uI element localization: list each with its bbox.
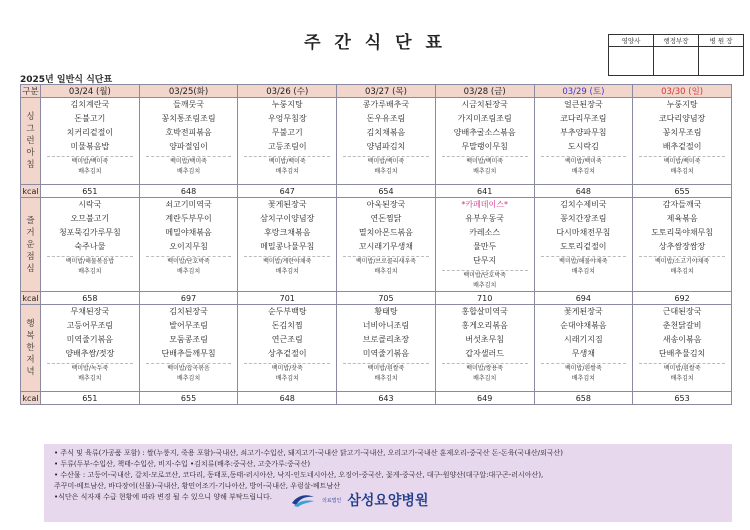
food-item: 무불고기 <box>271 128 303 137</box>
kcal-value: 651 <box>41 392 140 405</box>
side-dish: 배추김치 <box>78 268 102 275</box>
food-item: 꽁치간장조림 <box>560 214 607 223</box>
side-dish: 배추김치 <box>473 375 497 382</box>
menu-cell <box>337 305 436 392</box>
kcal-value: 658 <box>41 292 140 305</box>
kcal-value: 655 <box>139 392 238 405</box>
food-item: 양파절임이 <box>169 142 208 151</box>
menu-subtitle: 2025년 일반식 식단표 <box>20 75 113 85</box>
food-item: 새송이볶음 <box>662 335 702 344</box>
menu-cell <box>534 98 633 185</box>
food-item: 브로콜리초장 <box>362 335 410 344</box>
side-dish: 백미밥/백미죽 <box>564 158 602 165</box>
side-dish: 배추김치 <box>374 268 398 275</box>
approval-header-dietitian: 영양사 <box>609 35 654 47</box>
side-dish: 배추김치 <box>670 168 694 175</box>
food-item: 고등조림이 <box>267 142 307 151</box>
menu-cell <box>534 305 633 392</box>
kcal-value: 641 <box>435 185 534 198</box>
food-item: 꽃게된장국 <box>564 307 603 316</box>
food-item: 돈불고기 <box>74 114 106 123</box>
approval-sign-cell <box>609 47 654 76</box>
kcal-value: 655 <box>633 185 732 198</box>
menu-cell <box>435 305 534 392</box>
kcal-label: kcal <box>22 293 39 303</box>
food-item: 김치된장국 <box>169 307 208 316</box>
food-item: 너비아니조림 <box>362 321 410 330</box>
side-dish: 백미밥/단호박죽 <box>463 272 506 279</box>
side-dish: 배추김치 <box>670 375 694 382</box>
food-item: 청포묵김가루무침 <box>58 228 121 237</box>
logo-swoosh-icon <box>290 492 316 508</box>
logo-name: 삼성요양병원 <box>347 493 429 509</box>
side-dish: 백미밥/잡곡볶음 <box>167 365 210 372</box>
food-item: 김치채볶음 <box>366 128 406 137</box>
page-title: 주 간 식 단 표 <box>304 33 446 53</box>
food-item: 연근조림 <box>271 335 303 344</box>
kcal-value: 705 <box>337 292 436 305</box>
menu-cell <box>435 98 534 185</box>
side-dish: 백미밥/녹두죽 <box>71 365 109 372</box>
kcal-label: kcal <box>22 186 39 196</box>
food-item: 고등어무조림 <box>66 321 114 330</box>
side-dish: 배추김치 <box>374 375 398 382</box>
kcal-value: 648 <box>238 392 337 405</box>
meal-row <box>21 305 732 392</box>
day-header: 03/24 (월) <box>41 85 140 98</box>
food-item: 시래기지짐 <box>564 335 603 344</box>
food-item: 순두부백탕 <box>267 307 307 316</box>
food-item: 콩가루배추국 <box>362 100 410 109</box>
food-item: 유부우동국 <box>465 214 504 223</box>
approval-header-director: 병 원 장 <box>699 35 744 47</box>
food-item: 미역줄기볶음 <box>362 349 410 358</box>
meal-row <box>21 98 732 185</box>
note-line: • 두류(두부-수입산, 책태-수입산, 비지-수입 •김치류(배추:중국산, 고춧가루:중국산) <box>54 460 311 468</box>
side-dish: 배추김치 <box>571 375 595 382</box>
side-dish: 배추김치 <box>176 375 201 382</box>
side-dish: 배추김치 <box>275 268 299 275</box>
side-dish: 백미밥/계란야채죽 <box>263 258 312 265</box>
food-item: 모둠콩조림 <box>169 335 208 344</box>
kcal-value: 647 <box>238 185 337 198</box>
food-item: 꽁치통조림조림 <box>161 114 216 123</box>
food-item: 버섯초무침 <box>465 335 504 344</box>
meal-label: 싱 그 런 아 침 <box>21 98 41 185</box>
menu-cell <box>633 98 732 185</box>
food-item: 물만두 <box>473 242 497 251</box>
menu-cell <box>41 198 140 292</box>
food-item: 단무지 <box>473 256 497 265</box>
side-dish: 백미밥/소고기야채죽 <box>655 258 710 265</box>
day-header-sunday: 03/30 (일) <box>633 85 732 98</box>
side-dish: 배추김치 <box>275 375 299 382</box>
food-item: 김치수제비국 <box>560 200 607 209</box>
menu-cell <box>238 98 337 185</box>
food-item: 멸치아몬드볶음 <box>358 228 414 237</box>
food-item: 누룽지탕 <box>271 100 303 109</box>
food-item: 시락국 <box>78 200 102 209</box>
side-dish: 배추김치 <box>571 268 595 275</box>
menu-cell <box>337 98 436 185</box>
side-dish: 백미밥/브로콜리새우죽 <box>355 258 416 265</box>
kcal-value: 648 <box>139 185 238 198</box>
meal-label: 즐 거 운 점 심 <box>21 198 41 292</box>
food-item: 꽃게된장국 <box>267 200 307 209</box>
note-line: •식단은 식자재 수급 현황에 따라 변경 될 수 있으니 양해 부탁드립니다. <box>54 493 272 501</box>
side-dish: 백미밥/흰쌀죽 <box>367 365 405 372</box>
food-item: 삼치구이양념장 <box>260 214 315 223</box>
food-item: 미물볶음밥 <box>70 142 110 151</box>
side-dish: 백미밥/흰쌀죽 <box>564 365 602 372</box>
side-dish: 배추김치 <box>176 268 201 275</box>
food-item: 상추겉절이 <box>267 349 307 358</box>
day-header: 03/28 (금) <box>435 85 534 98</box>
side-dish: 백미밥/백미죽 <box>367 158 405 165</box>
side-dish: 배추김치 <box>571 168 595 175</box>
menu-cell <box>41 305 140 392</box>
food-item: 쇠고기미역국 <box>165 200 212 209</box>
hospital-logo <box>290 490 428 510</box>
food-item: 돈김치찜 <box>271 321 303 330</box>
day-header-row <box>21 85 732 98</box>
side-dish: 배추김치 <box>374 168 398 175</box>
kcal-value: 651 <box>41 185 140 198</box>
kcal-row <box>21 185 732 198</box>
origin-notes <box>44 444 732 522</box>
food-item: 메밀야채볶음 <box>165 228 212 237</box>
side-dish: 백미밥/쌍용죽 <box>466 365 504 372</box>
approval-sign-cell <box>699 47 744 76</box>
side-dish: 백미밥/해물야채죽 <box>559 258 608 265</box>
food-item: 양배추쌈/젓장 <box>65 349 115 358</box>
side-dish: 백미밥/백미죽 <box>663 158 701 165</box>
food-item: 숙주나물 <box>74 242 106 251</box>
menu-cell <box>337 198 436 292</box>
food-item: 꽁치무조림 <box>662 128 702 137</box>
food-item: 무말랭이무침 <box>461 142 508 151</box>
kcal-row <box>21 392 732 405</box>
kcal-value: 694 <box>534 292 633 305</box>
side-dish: 배추김치 <box>78 375 102 382</box>
day-header: 03/25(화) <box>139 85 238 98</box>
menu-cell <box>633 305 732 392</box>
food-item: 갑자샐러드 <box>465 349 504 358</box>
approval-box <box>608 34 744 76</box>
food-item: 단배추물김치 <box>658 349 706 358</box>
note-line: • 수산물 : 고등어-국내산, 갈치-모로코산, 코다리, 동태포,동태-러시아산, 낙지-인도네시아산, 오징어-중국산, 꽃게-중국산, 대구-원양산(대구알:대구곤-러시아산), <box>54 471 544 479</box>
food-item: 돈우유조림 <box>366 114 406 123</box>
food-item: 단배추들깨무침 <box>161 349 216 358</box>
side-dish: 백미밥/흰쌀죽 <box>663 365 701 372</box>
side-dish: 백미밥/단호박죽 <box>167 258 210 265</box>
kcal-value: 648 <box>534 185 633 198</box>
food-item: 도토리묵야채무침 <box>651 228 714 237</box>
food-item: 무채된장국 <box>70 307 110 316</box>
food-item: 홍게오리볶음 <box>461 321 508 330</box>
kcal-value: 653 <box>633 392 732 405</box>
kcal-value: 692 <box>633 292 732 305</box>
food-item: 연돈찜닭 <box>370 214 402 223</box>
side-dish: 백미밥/잣죽 <box>271 365 303 372</box>
food-item: 메밀콩나물무침 <box>260 242 315 251</box>
kcal-value: 697 <box>139 292 238 305</box>
menu-cell <box>435 198 534 292</box>
corner-header: 구분 <box>21 85 41 98</box>
food-item: 코다리무조림 <box>560 114 607 123</box>
food-item: 감자들깨국 <box>662 200 702 209</box>
food-item: 홍합살미역국 <box>461 307 508 316</box>
kcal-value: 649 <box>435 392 534 405</box>
note-line: • 주식 및 육류(가공품 포함) : 쌀(누룽지, 죽용 포함)-국내산, 쇠고기-수입산, 돼지고기-국내산 닭고기-국내산, 오리고기-국내산 훈제오리-중국산 돈-돈육(국내산/외국산) <box>54 449 563 457</box>
food-item: 누룽지탕 <box>666 100 698 109</box>
note-line: 주꾸미-베트남산, 바다장어(신물)-국내산, 황민어조기-기나아산, 방어-국내산, 우렁살-베트남산 <box>54 482 341 490</box>
food-item: 시금치된장국 <box>461 100 508 109</box>
food-item: 김치계란국 <box>70 100 110 109</box>
food-item: *카페데이스* <box>461 200 508 209</box>
kcal-row <box>21 292 732 305</box>
food-item: 근대된장국 <box>662 307 702 316</box>
weekly-menu-table <box>20 84 732 405</box>
kcal-value: 710 <box>435 292 534 305</box>
side-dish: 백미밥/백미죽 <box>170 158 207 165</box>
food-item: 얼큰된장국 <box>564 100 603 109</box>
food-item: 순대야채볶음 <box>560 321 607 330</box>
food-item: 우엉무침장 <box>267 114 307 123</box>
kcal-value: 654 <box>337 185 436 198</box>
food-item: 아욱된장국 <box>366 200 406 209</box>
day-header: 03/27 (목) <box>337 85 436 98</box>
food-item: 가지미조림조림 <box>457 114 512 123</box>
food-item: 계란두부무이 <box>165 214 212 223</box>
food-item: 코다리양념장 <box>658 114 706 123</box>
side-dish: 배추김치 <box>670 268 694 275</box>
food-item: 미역줄기볶음 <box>66 335 114 344</box>
kcal-value: 658 <box>534 392 633 405</box>
menu-cell <box>139 198 238 292</box>
food-item: 상추쌈장쌈장 <box>658 242 706 251</box>
side-dish: 배추김치 <box>473 168 497 175</box>
menu-cell <box>238 305 337 392</box>
kcal-value: 701 <box>238 292 337 305</box>
menu-cell <box>534 198 633 292</box>
kcal-label: kcal <box>22 393 39 403</box>
food-item: 춘천닭갈비 <box>662 321 702 330</box>
food-item: 후랑크채볶음 <box>264 228 311 237</box>
food-item: 카레소스 <box>469 228 501 237</box>
food-item: 치커리겉절이 <box>66 128 114 137</box>
logo-small-text: 의료법인 <box>322 497 342 504</box>
food-item: 무생채 <box>571 349 595 358</box>
meal-label: 행 복 한 저 녁 <box>21 305 41 392</box>
day-header-saturday: 03/29 (토) <box>534 85 633 98</box>
food-item: 호박전피볶음 <box>165 128 212 137</box>
day-header: 03/26 (수) <box>238 85 337 98</box>
side-dish: 배추김치 <box>275 168 299 175</box>
menu-cell <box>238 198 337 292</box>
side-dish: 백미밥/백미죽 <box>71 158 109 165</box>
menu-cell <box>633 198 732 292</box>
approval-header-admin: 행정부장 <box>654 35 699 47</box>
food-item: 도토리겉절이 <box>560 242 607 251</box>
food-item: 양념파김치 <box>366 142 406 151</box>
food-item: 황태탕 <box>374 307 398 316</box>
side-dish: 백미밥/백미죽 <box>466 158 504 165</box>
food-item: 도시락김 <box>567 142 599 151</box>
food-item: 들깨뭇국 <box>173 100 205 109</box>
food-item: 배추겉절이 <box>662 142 702 151</box>
approval-sign-cell <box>654 47 699 76</box>
side-dish: 백미밥/해물볶음밥 <box>65 258 115 265</box>
food-item: 부추양파무침 <box>560 128 607 137</box>
side-dish: 배추김치 <box>176 168 201 175</box>
food-item: 제육볶음 <box>666 214 698 223</box>
kcal-value: 643 <box>337 392 436 405</box>
side-dish: 백미밥/백미죽 <box>268 158 306 165</box>
food-item: 다시마채전무침 <box>556 228 611 237</box>
meal-row <box>21 198 732 292</box>
menu-cell <box>139 98 238 185</box>
menu-cell <box>139 305 238 392</box>
menu-cell <box>41 98 140 185</box>
food-item: 발어무조림 <box>169 321 208 330</box>
food-item: 양배추굴소스볶음 <box>453 128 516 137</box>
side-dish: 배추김치 <box>78 168 102 175</box>
food-item: 오이지무침 <box>169 242 208 251</box>
food-item: 오므불고기 <box>70 214 110 223</box>
food-item: 꼬시래기무생채 <box>358 242 414 251</box>
side-dish: 배추김치 <box>473 282 497 289</box>
